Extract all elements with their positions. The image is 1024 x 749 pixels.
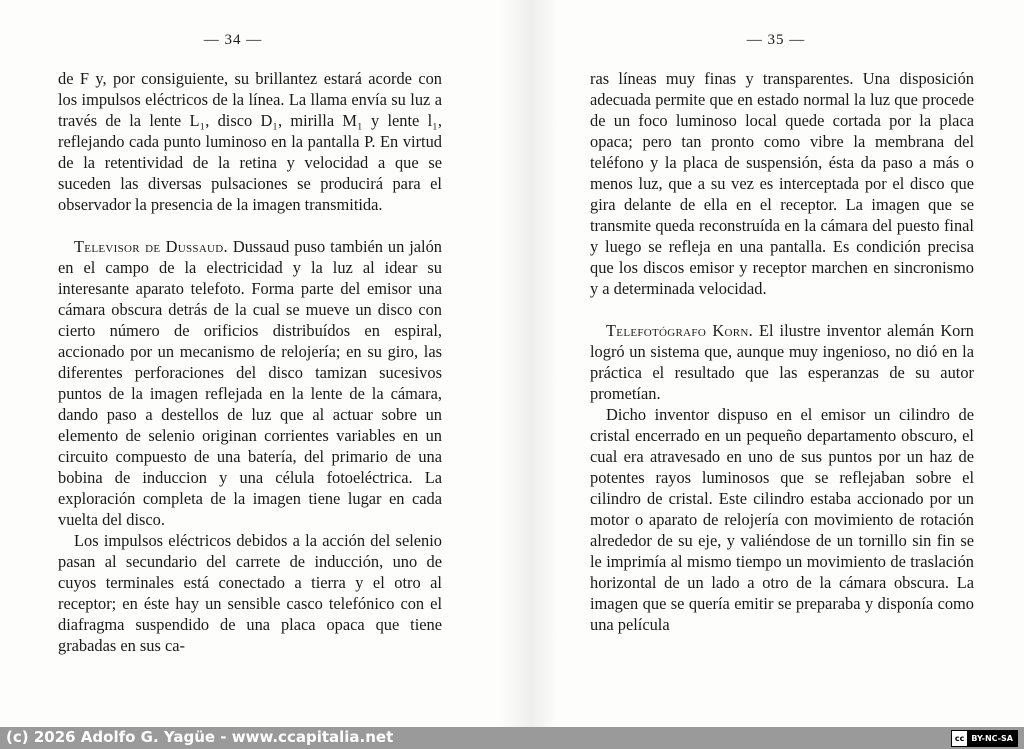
copyright-notice: (c) 2026 Adolfo G. Yagüe - www.ccapitalia.net bbox=[6, 728, 394, 746]
cc-license-badge bbox=[951, 730, 1018, 747]
page-number: — 34 — bbox=[203, 32, 263, 48]
paragraph: Dicho inventor dispuso en el emisor un cilindro de cristal encerrado en un pequeño departamento obscuro, el cual era atravesado en uno de sus puntos por un haz de potentes rayos luminosos que se reflejaban sobre el cilindro de cristal. Este cilindro estaba accionado por un motor o aparato de relojería con movimiento de rotación alrededor de su eje, y valiéndose de un tornillo sin fin se le imprimía al mismo tiempo un movimiento de traslación horizontal de un lado a otro de la cámara obscura. La imagen que se quería emitir se preparaba y disponía como una película bbox=[590, 405, 974, 634]
paragraph: ras líneas muy finas y transparentes. Una disposición adecuada permite que en estado normal la luz que procede de un foco luminoso local quede cortada por la placa opaca; pero tan pronto como vibre la membrana del teléfono y la placa de suspensión, ésta da paso a más o menos luz, que a su vez es interceptada por el disco que gira delante de ella en el receptor. La imagen que se transmite queda reconstruída en la cámara del puesto final y luego se refleja en una pantalla. Es condición precisa que los discos emisor y receptor marchen en sincronismo y a determinada velocidad. bbox=[590, 69, 974, 298]
section-heading: Telefotógrafo Korn. bbox=[606, 321, 754, 340]
footer-bar bbox=[0, 727, 1024, 749]
paragraph-body: El ilustre inventor alemán Korn logró un sistema que, aunque muy ingenioso, no dió en la práctica el resultado que las esperanzas de su autor prometían. bbox=[590, 321, 974, 403]
paragraph bbox=[58, 236, 442, 530]
license-terms: BY-NC-SA bbox=[971, 734, 1013, 743]
paragraph: de F y, por consiguiente, su brillantez estará acorde con los impulsos eléctricos de la línea. La llama envía su luz a través de la lente L₁, disco D₁, mirilla M₁ y lente l₁, reflejando cada punto luminoso en la pantalla P. En virtud de la retentividad de la retina y velocidad a que se suceden las diversas pulsaciones se producirá para el observador la presencia de la imagen transmitida. bbox=[58, 69, 442, 214]
page-number: — 35 — bbox=[746, 32, 806, 48]
page-text bbox=[58, 68, 442, 656]
cc-icon: cc bbox=[952, 731, 967, 746]
left-page bbox=[58, 0, 442, 727]
book-gutter bbox=[498, 0, 558, 727]
section-heading: Televisor de Dussaud. bbox=[74, 237, 228, 256]
page-text bbox=[590, 68, 974, 635]
right-page bbox=[590, 0, 974, 727]
paragraph: Los impulsos eléctricos debidos a la acción del selenio pasan al secundario del carrete de inducción, uno de cuyos terminales está conectado a tierra y el otro al receptor; en éste hay un sensible casco telefónico con el diafragma suspendido de una placa opaca que tiene grabadas en sus ca- bbox=[58, 531, 442, 655]
paragraph-body: Dussaud puso también un jalón en el campo de la electricidad y la luz al idear su interesante aparato telefoto. Forma parte del emisor una cámara obscura detrás de la cual se mueve un disco con cierto número de orificios distribuídos en espiral, accionado por un mecanismo de relojería; en su giro, las diferentes perforaciones del disco tamizan sucesivos puntos de la imagen reflejada en la lente de la cámara, dando paso a destellos de luz que al actuar sobre un elemento de selenio originan corrientes variables en un circuito compuesto de una batería, del primario de una bobina de induccion y una célula fotoeléctrica. La exploración completa de la imagen tiene lugar en cada vuelta del disco. bbox=[58, 237, 442, 529]
paragraph bbox=[590, 320, 974, 404]
